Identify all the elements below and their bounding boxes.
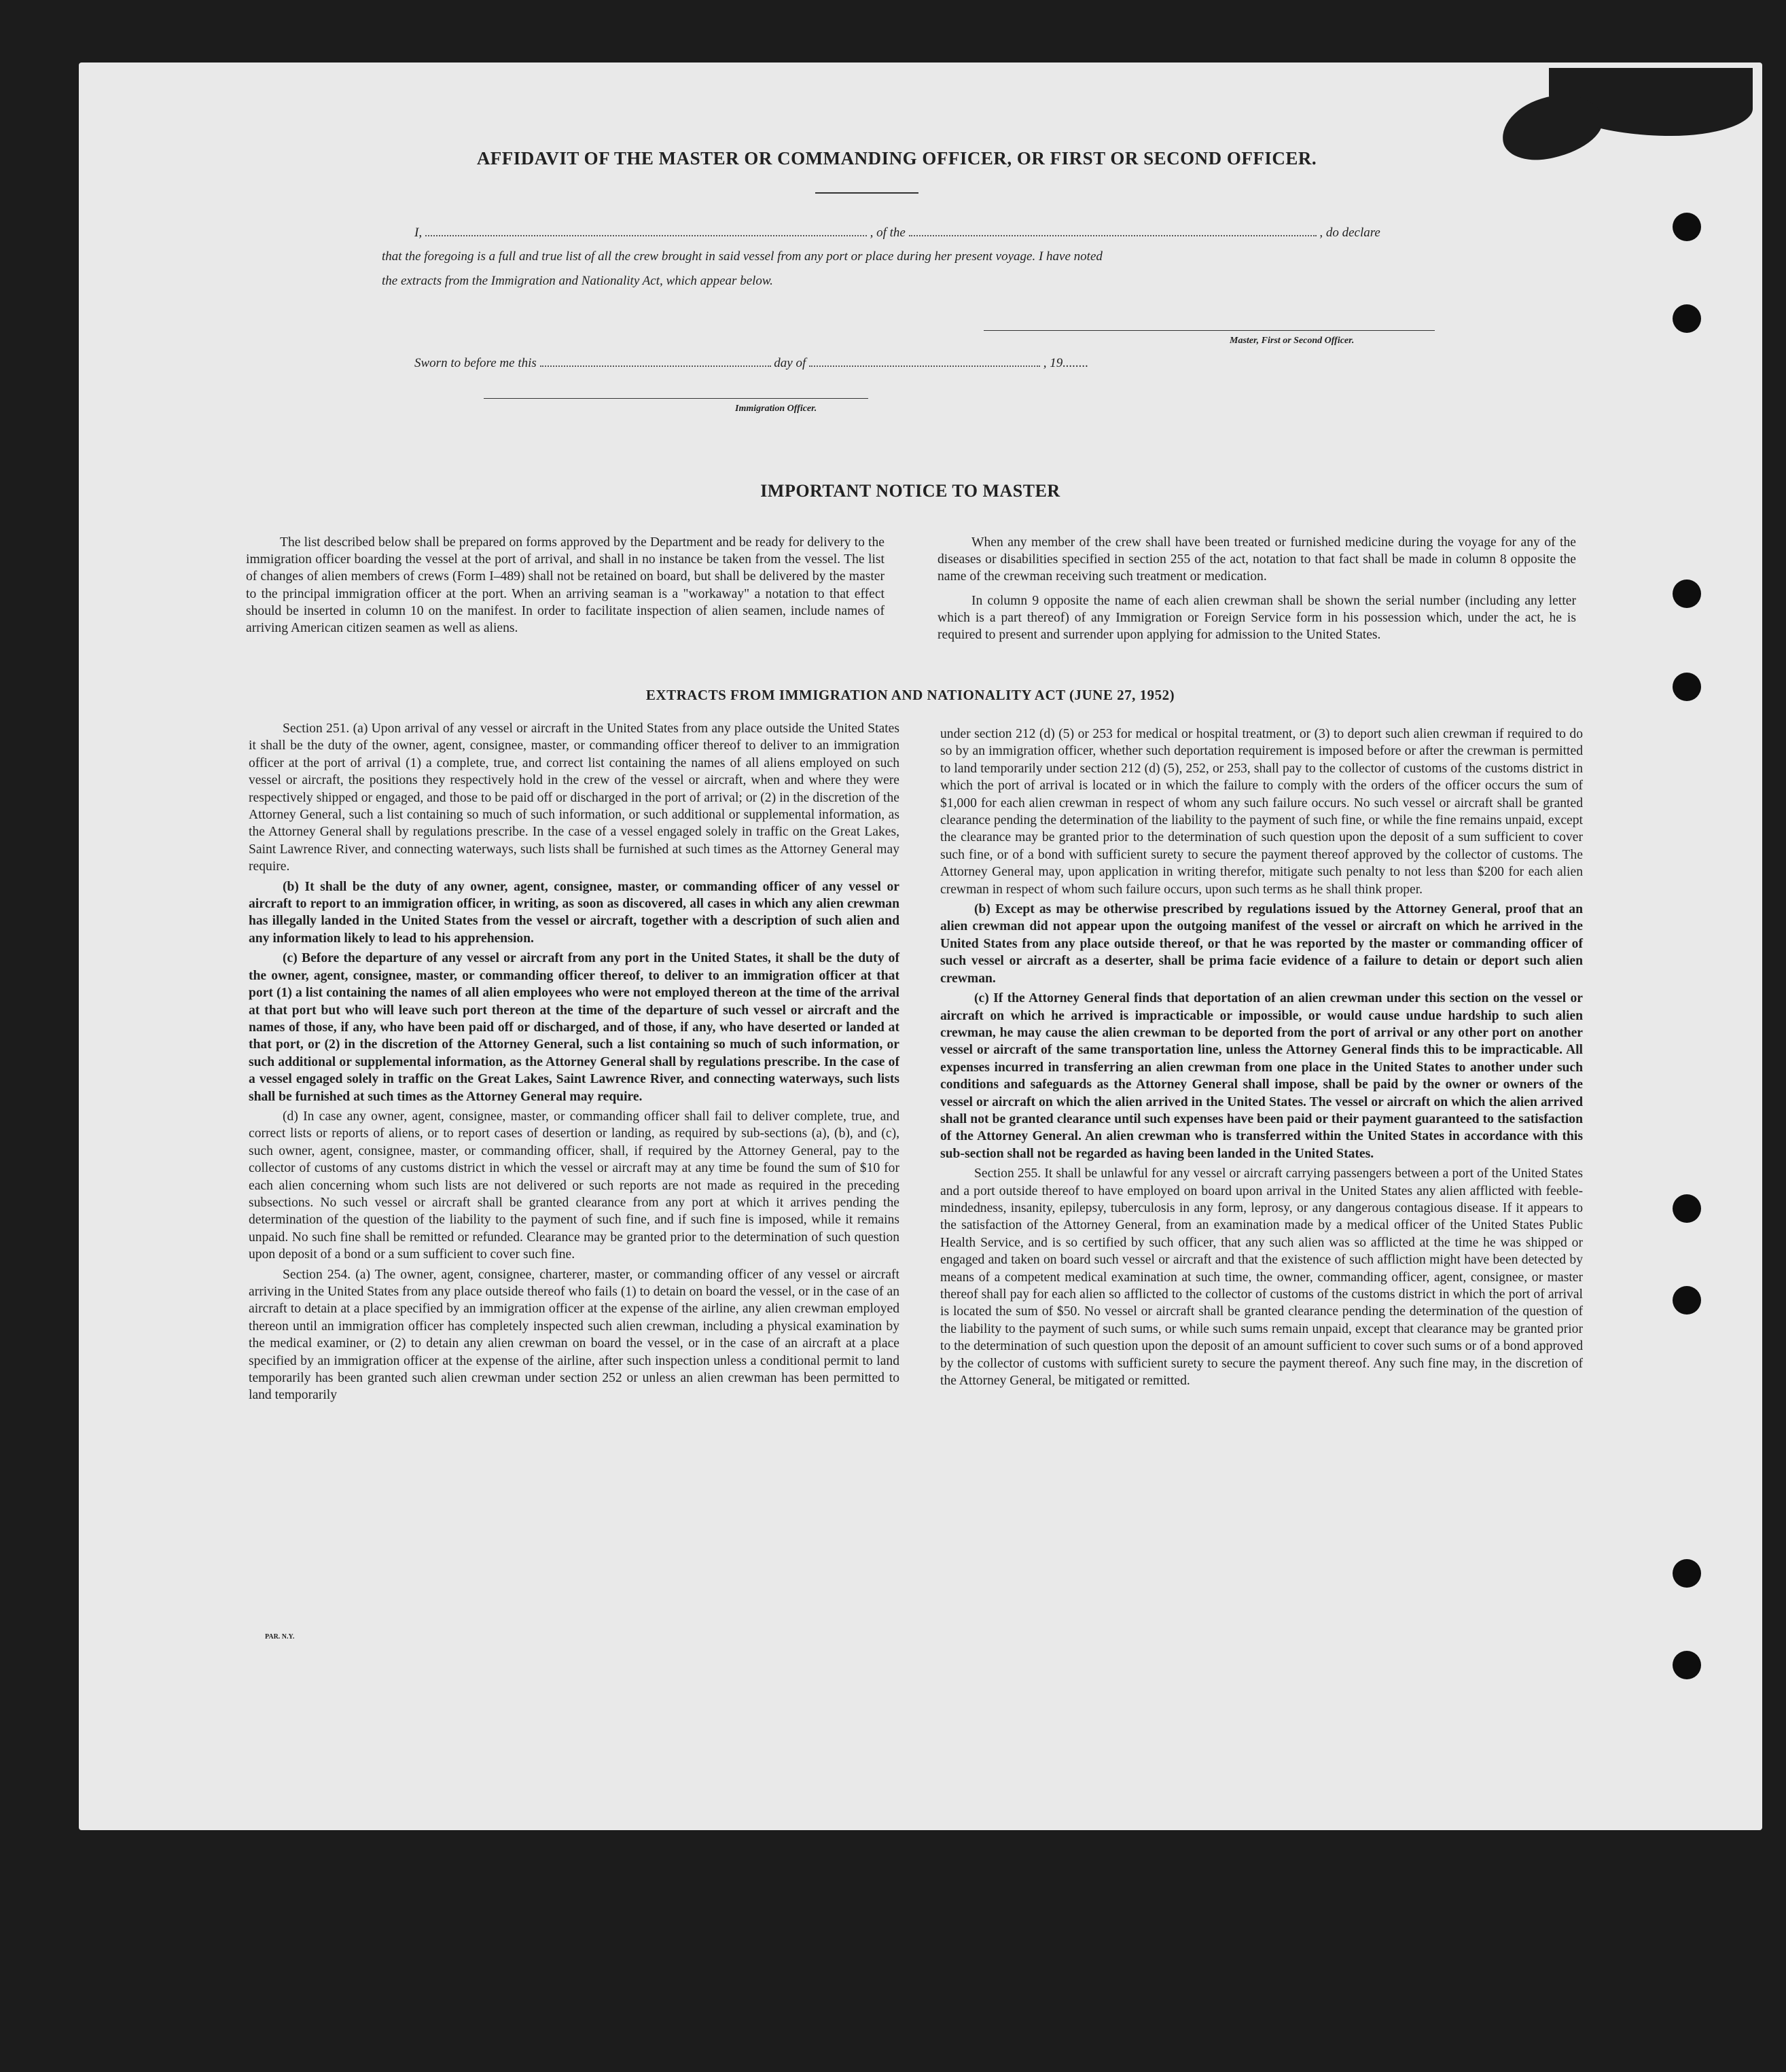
declarant-name-field[interactable] bbox=[425, 223, 867, 236]
declaration-text-line-3: the extracts from the Immigration and Nationality Act, which appear below. bbox=[382, 274, 773, 288]
master-signature-label: Master, First or Second Officer. bbox=[1230, 336, 1355, 346]
section-254-b: (b) Except as may be otherwise prescribed by regulations issued by the Attorney General, proof that an alien crewman did not appear upon the outgoing manifest of the vessel or aircraft on which he arrived in the United States from any place outside thereof, or that he was reported by the master or commanding officer of such vessel or aircraft as a deserter, shall be prima facie evidence of a failure to detain or deport such alien crewman. bbox=[940, 902, 1583, 986]
section-254-c: (c) If the Attorney General finds that deportation of an alien crewman under this section on the vessel or aircraft on which he arrived is impracticable or impossible, or would cause undue hardship to such alien crewman, he may cause the alien crewman to be deported from the port of arrival or any other port on another vessel or aircraft of the same transportation line, unless the Attorney General finds this to be impracticable. All expenses incurred in transferring an alien crewman from one place in the United States to another under such conditions and safeguards as the Attorney General shall impose, shall be paid by the owner or owners of the vessel or aircraft on which the alien arrived in the United States. The vessel or aircraft on which the alien arrived shall not be granted clearance until such expenses have been paid or their payment guaranteed to the satisfaction of the Attorney General. An alien crewman who is transferred within the United States in accordance with this sub-section shall not be regarded as having been landed in the United States. bbox=[940, 991, 1583, 1161]
binder-hole bbox=[1673, 1194, 1701, 1223]
vessel-name-field[interactable] bbox=[909, 223, 1317, 236]
extracts-title: EXTRACTS FROM IMMIGRATION AND NATIONALITY ACT (JUNE 27, 1952) bbox=[645, 687, 1175, 703]
section-254-a-continued: under section 212 (d) (5) or 253 for medical or hospital treatment, or (3) to deport such alien crewman if required to do so by an immigration officer, whether such deportation requirement is imposed before or after the crewman is permitted to land temporarily under section 212 (d) (5), 252, or 253, shall pay to the collector of customs of the customs district in which the port of arrival is located or in which the failure to comply with the orders of the officer occurs the sum of $1,000 for each alien crewman in respect of whom any such failure occurs. No such vessel or aircraft shall be granted clearance pending the determination of the liability to the payment of such fine, or while the fine remains unpaid, except the clearance may be granted prior to the determination of such question upon the deposit of a sum sufficient to cover such fine, or of a bond with sufficient surety to secure the payment thereof approved by the collector of customs. The Attorney General may, upon application in writing therefor, mitigate such penalty to not less than $200 for each alien crewman in respect of whom such failure occurs, upon such terms as he shall think proper. bbox=[940, 727, 1583, 897]
section-251-c: (c) Before the departure of any vessel or aircraft from any port in the United States, it shall be the duty of the owner, agent, consignee, master, or commanding officer thereof, to deliver to an immigration officer at that port (1) a list containing the names of all alien employees who were not employed thereon at the time of the arrival at that port but who will leave such port thereon at the time of the departure of such vessel or aircraft and the names of those, if any, who have been paid off or discharged, and of those, if any, who have deserted or landed at that port, or (2) in the discretion of the Attorney General, such a list containing so much of such information, or such additional or supplemental information, as the Attorney General shall by regulations prescribe. In the case of a vessel engaged solely in traffic on the Great Lakes, Saint Lawrence River, and connecting waterways, such lists shall be furnished at such times as the Attorney General may require. bbox=[249, 951, 899, 1104]
declarant-prefix: I, bbox=[414, 226, 423, 240]
binder-hole bbox=[1673, 1651, 1701, 1679]
binder-hole bbox=[1673, 579, 1701, 608]
binder-hole bbox=[1673, 304, 1701, 333]
binder-hole bbox=[1673, 1286, 1701, 1315]
notice-left-column bbox=[246, 534, 885, 639]
binder-hole bbox=[1673, 213, 1701, 241]
notice-right-paragraph-2: In column 9 opposite the name of each alien crewman shall be shown the serial number (including any letter which is a part thereof) of any Immigration or Foreign Service form in his possession which, under the act, he is required to present and surrender upon applying for admission to the United States. bbox=[937, 593, 1576, 643]
officer-signature-label: Immigration Officer. bbox=[735, 404, 817, 414]
sworn-label: Sworn to before me this bbox=[414, 356, 537, 370]
section-251-b: (b) It shall be the duty of any owner, agent, consignee, master, or commanding officer of any vessel or aircraft to report to an immigration officer, in writing, as soon as discovered, all cases in which any alien crewman has illegally landed in the United States from the vessel or aircraft, together with a description of such alien and any information likely to lead to his apprehension. bbox=[249, 879, 899, 946]
section-254-a: Section 254. (a) The owner, agent, consignee, charterer, master, or commanding officer of any vessel or aircraft arriving in the United States from any place outside thereof who fails (1) to detain on board the vessel, or in the case of an aircraft to detain at a place specified by an immigration officer at the expense of the airline, any alien crewman employed thereon until an immigration officer has completely inspected such alien crewman, including a physical examination by the medical examiner, or (2) to detain any alien crewman on board the vessel, or in the case of an aircraft at a place specified by an immigration officer at the expense of the airline, after such inspection unless a conditional permit to land temporarily has been granted such alien crewman under section 252 or unless an alien crewman has been permitted to land temporarily bbox=[249, 1267, 899, 1403]
sworn-line bbox=[414, 353, 1230, 371]
extracts-right-column bbox=[940, 726, 1583, 1392]
binder-hole bbox=[1673, 673, 1701, 701]
section-255: Section 255. It shall be unlawful for any vessel or aircraft carrying passengers between a port of the United States and a port outside thereof to have employed on board upon arrival in the United States any alien afflicted with feeble-mindedness, insanity, epilepsy, tuberculosis in any form, leprosy, or any dangerous contagious disease. If it appears to the satisfaction of the Attorney General, from an examination made by a medical officer of the United States Public Health Service, and is so certified by such officer, that any such alien was so afflicted at the time he was shipped or engaged and taken on board such vessel or aircraft and that the existence of such affliction might have been detected by means of a competent medical examination at such time, the owner, commanding officer, agent, consignee, or master thereof shall pay for each alien so afflicted to the collector of customs of the customs district in which the port of arrival is located the sum of $50. No vessel or aircraft shall be granted clearance pending the determination of the question of the liability to the payment of such sums, or while such sums remain unpaid, except that clearance may be granted prior to the determination of such question upon the deposit of an amount sufficient to cover such sums or of a bond approved by the collector of customs with sufficient surety to secure the payment thereof. Any such fine may, in the discretion of the Attorney General, be mitigated or remitted. bbox=[940, 1166, 1583, 1389]
affidavit-title: AFFIDAVIT OF THE MASTER OR COMMANDING OFFICER, OR FIRST OR SECOND OFFICER. bbox=[476, 148, 1317, 168]
officer-signature-line[interactable] bbox=[484, 398, 868, 399]
notice-title: IMPORTANT NOTICE TO MASTER bbox=[760, 481, 1060, 501]
sworn-month-field[interactable] bbox=[809, 353, 1040, 367]
section-251-d: (d) In case any owner, agent, consignee, master, or commanding officer shall fail to deliver complete, true, and correct lists or reports of aliens, or to report cases of desertion or landing, as required by sub-sections (a), (b), and (c), such owner, agent, consignee, master, or commanding officer, shall, if required by the Attorney General, pay to the collector of customs of any customs district in which the vessel or aircraft may at any time be found the sum of $10 for each alien concerning whom such lists are not delivered or such reports are not made as required in the preceding subsections. No such vessel or aircraft shall be granted clearance from any port at which it arrives pending the determination of the question of the liability to the payment of such fine, and if such fine is imposed, while it remains unpaid. No such fine shall be remitted or refunded. Clearance may be granted prior to the determination of such question upon deposit of a bond or a sum sufficient to cover such fine. bbox=[249, 1109, 899, 1262]
sworn-day-field[interactable] bbox=[540, 353, 771, 367]
declare-label: , do declare bbox=[1319, 226, 1380, 240]
printer-mark: PAR. N.Y. bbox=[265, 1633, 295, 1641]
section-251-a: Section 251. (a) Upon arrival of any vessel or aircraft in the United States from any place outside the United States it shall be the duty of the owner, agent, consignee, master, or commanding officer thereof to deliver to an immigration officer at the port of arrival (1) a complete, true, and correct list containing the names of all aliens employed on such vessel or aircraft, the positions they respectively hold in the crew of the vessel or aircraft, when and where they were respectively shipped or engaged, and those to be paid off or discharged in the port of arrival; or (2) in the discretion of the Attorney General, such a list containing so much of such information, or such additional or supplemental information, as the Attorney General shall by regulations prescribe. In the case of a vessel engaged solely in traffic on the Great Lakes, Saint Lawrence River, and connecting waterways, such lists shall be furnished at such times as the Attorney General may require. bbox=[249, 721, 899, 874]
notice-right-paragraph-1: When any member of the crew shall have been treated or furnished medicine during the voyage for any of the diseases or disabilities specified in section 255 of the act, notation to that fact shall be made in column 8 opposite the name of the crewman receiving such treatment or medication. bbox=[937, 535, 1576, 584]
declaration-line bbox=[414, 223, 1433, 240]
of-the-label: , of the bbox=[870, 226, 906, 240]
day-of-label: day of bbox=[774, 356, 806, 370]
master-signature-line[interactable] bbox=[984, 330, 1435, 331]
declaration-text-line-2: that the foregoing is a full and true list of all the crew brought in said vessel from any port or place during her present voyage. I have noted bbox=[382, 249, 1103, 264]
notice-left-paragraph: The list described below shall be prepared on forms approved by the Department and be ready for delivery to the immigration officer boarding the vessel at the port of arrival, and shall in no instance be taken from the vessel. The list of changes of alien members of crews (Form I–489) shall not be retained on board, but shall be delivered by the master to the principal immigration officer at the port. When an arriving seaman is a "workaway" a notation to that effect should be inserted in column 10 on the manifest. In order to facilitate inspection of alien seamen, include names of arriving American citizen seamen as well as aliens. bbox=[246, 535, 885, 636]
binder-hole bbox=[1673, 1559, 1701, 1588]
year-label: , 19........ bbox=[1043, 356, 1089, 370]
extracts-left-column bbox=[249, 720, 899, 1407]
notice-right-column bbox=[937, 534, 1576, 646]
title-underline bbox=[815, 192, 918, 194]
